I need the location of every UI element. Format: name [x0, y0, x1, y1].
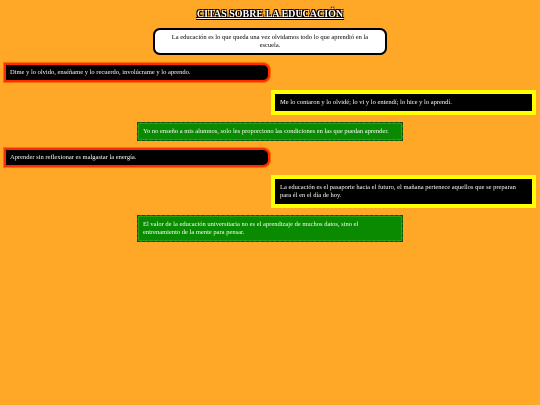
quote-card-5: La educación es el pasaporte hacia el futuro, el mañana pertenece aquellos que se preparan para él en el día de hoy. [271, 175, 536, 208]
quote-card-1: Dime y lo olvido, enséñame y lo recuerdo, involúcrame y lo aprendo. [4, 63, 270, 82]
intro-quote: La educación es lo que queda una vez olvidamos todo lo que aprendió en la escuela. [153, 28, 387, 55]
quote-card-6: El valor de la educación universitaria no es el aprendizaje de muchos datos, sino el entrenamiento de la mente para pensar. [137, 215, 403, 242]
quote-card-4: Aprender sin reflexionar es malgastar la energía. [4, 148, 270, 167]
quote-card-3: Yo no enseño a mis alumnos, solo les proporciono las condiciones en las que puedan aprender. [137, 122, 403, 141]
page-title: CITAS SOBRE LA EDUCACIÓN [196, 9, 344, 20]
quote-card-2: Me lo contaron y lo olvidé; lo vi y lo entendí; lo hice y lo aprendí. [271, 90, 536, 115]
